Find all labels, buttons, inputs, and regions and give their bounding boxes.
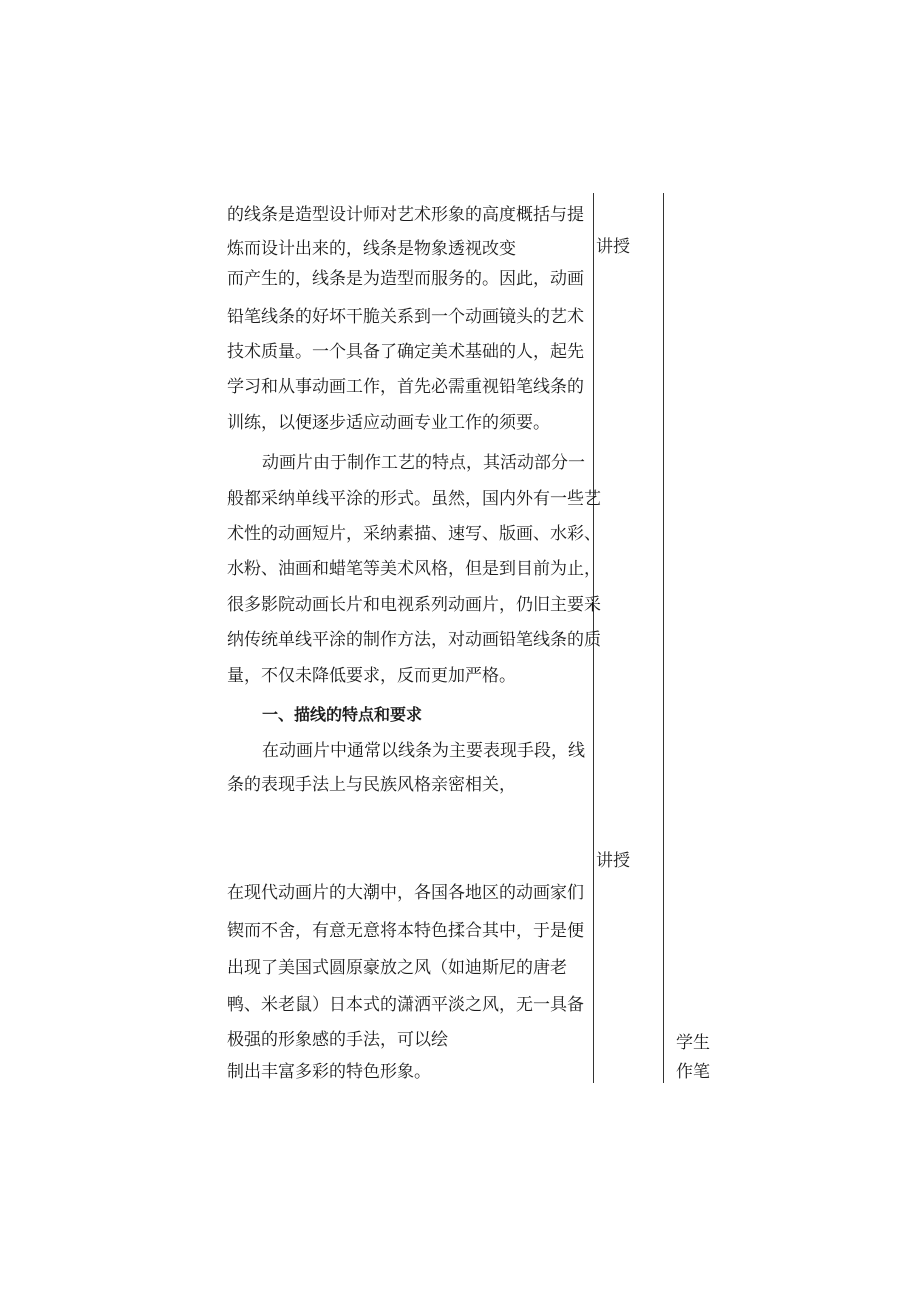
text-line: 在现代动画片的大潮中，各国各地区的动画家们 <box>227 883 584 903</box>
text-line: 的线条是造型设计师对艺术形象的高度概括与提 <box>227 205 584 225</box>
text-line: 训练，以便逐步适应动画专业工作的须要。 <box>227 413 550 433</box>
text-line: 术性的动画短片，采纳素描、速写、版画、水彩、 <box>227 524 601 544</box>
text-line: 铅笔线条的好坏干脆关系到一个动画镜头的艺术 <box>227 307 584 327</box>
paragraph-first-line: 动画片由于制作工艺的特点，其活动部分一 <box>262 453 585 473</box>
text-line: 条的表现手法上与民族风格亲密相关， <box>227 775 516 795</box>
text-line: 极强的形象感的手法，可以绘 <box>227 1030 448 1050</box>
paragraph-first-line: 在动画片中通常以线条为主要表现手段，线 <box>262 741 585 761</box>
text-line: 炼而设计出来的，线条是物象透视改变 <box>227 239 516 259</box>
text-line: 而产生的，线条是为造型而服务的。因此，动画 <box>227 269 584 289</box>
text-line: 量，不仅未降低要求，反而更加严格。 <box>227 666 516 686</box>
text-line: 技术质量。一个具备了确定美术基础的人，起先 <box>227 342 584 362</box>
text-line: 很多影院动画长片和电视系列动画片，仍旧主要采 <box>227 595 601 615</box>
student-activity-text: 学生 <box>676 1033 710 1053</box>
teaching-method-label: 讲授 <box>596 237 630 257</box>
table-divider-right <box>663 193 664 1083</box>
text-line: 出现了美国式圆原豪放之风（如迪斯尼的唐老 <box>227 958 567 978</box>
student-activity-text: 作笔 <box>676 1062 710 1082</box>
text-line: 鸭、米老鼠）日本式的潇洒平淡之风，无一具备 <box>227 995 584 1015</box>
text-line: 制出丰富多彩的特色形象。 <box>227 1062 431 1082</box>
text-line: 般都采纳单线平涂的形式。虽然，国内外有一些艺 <box>227 489 601 509</box>
text-line: 纳传统单线平涂的制作方法，对动画铅笔线条的质 <box>227 630 601 650</box>
section-heading: 一、描线的特点和要求 <box>262 705 423 724</box>
teaching-method-label: 讲授 <box>596 851 630 871</box>
text-line: 学习和从事动画工作，首先必需重视铅笔线条的 <box>227 377 584 397</box>
text-line: 锲而不舍，有意无意将本特色揉合其中，于是便 <box>227 921 584 941</box>
text-line: 水粉、油画和蜡笔等美术风格，但是到目前为止， <box>227 559 601 579</box>
